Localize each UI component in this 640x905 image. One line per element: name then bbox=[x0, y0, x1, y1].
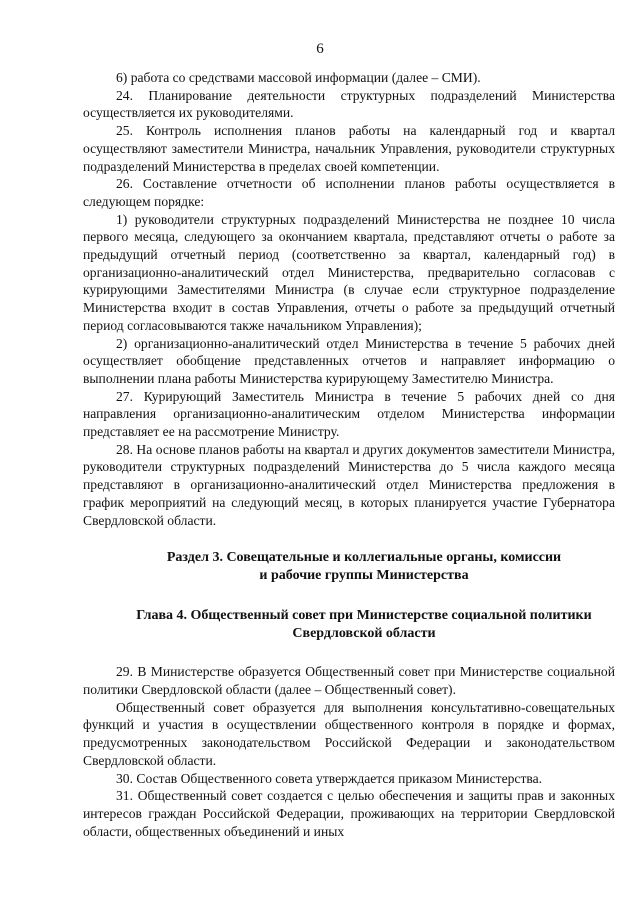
section-heading-line-1: Раздел 3. Совещательные и коллегиальные органы, комиссии bbox=[166, 550, 562, 566]
paragraph-27: 27. Курирующий Заместитель Министра в течение 5 рабочих дней со дня направления организационно-аналитическим отделом Министерства информации представляет ее на рассмотрение Министру. bbox=[83, 388, 615, 440]
paragraph-24: 24. Планирование деятельности структурных подразделений Министерства осуществляется их руководителями. bbox=[83, 87, 615, 121]
document-body bbox=[83, 69, 615, 840]
chapter-heading bbox=[83, 607, 615, 643]
paragraph-29-council-purpose: Общественный совет образуется для выполнения консультативно-совещательных функций и участия в осуществлении общественного контроля в порядке и формах, предусмотренных законодательством Российской Федерации и законодательством Свердловской области. bbox=[83, 699, 615, 768]
paragraph-26: 26. Составление отчетности об исполнении планов работы осуществляется в следующем порядке: bbox=[83, 176, 615, 209]
paragraph-26-item-2: 2) организационно-аналитический отдел Министерства в течение 5 рабочих дней осуществляет обобщение представленных отчетов и направляет информацию о выполнении плана работы Министерства курирующему Заместителю Министра. bbox=[83, 335, 615, 386]
paragraph-31: 31. Общественный совет создается с целью обеспечения и защиты прав и законных интересов граждан Российской Федерации, проживающих на территории Свердловской области, общественных объединений и иных bbox=[83, 788, 615, 839]
section-heading bbox=[83, 549, 615, 585]
paragraph-25: 25. Контроль исполнения планов работы на календарный год и квартал осуществляют заместители Министра, начальник Управления, руководители структурных подразделений Министерства в пределах своей компетенции. bbox=[83, 123, 615, 174]
paragraph-26-item-1: 1) руководители структурных подразделений Министерства не позднее 10 числа первого месяца, следующего за окончанием квартала, представляют отчеты о работе за предыдущий отчетный период (соответственно за квартал, календарный год) в организационно-аналитический отдел Министерства, предварительно согласовав с курирующими Заместителями Министра (в случае если структурное подразделение Министерства входит в состав Управления, отчеты о работе за предыдущий отчетный период согласовываются также начальником Управления); bbox=[83, 211, 615, 333]
paragraph-item-6: 6) работа со средствами массовой информации (далее – СМИ). bbox=[116, 70, 481, 85]
paragraph-28: 28. На основе планов работы на квартал и других документов заместители Министра, руководители структурных подразделений Министерства до 5 числа каждого месяца представляют в организационно-аналитический отдел Министерства предложения в график мероприятий на следующий месяц, в которых планируется участие Губернатора Свердловской области. bbox=[83, 441, 615, 528]
chapter-heading-line-1: Глава 4. Общественный совет при Министерстве социальной политики bbox=[136, 608, 592, 624]
page-number: 6 bbox=[316, 41, 324, 57]
paragraph-30: 30. Состав Общественного совета утверждается приказом Министерства. bbox=[116, 770, 543, 786]
chapter-heading-line-2: Свердловской области bbox=[292, 626, 436, 642]
paragraph-29: 29. В Министерстве образуется Общественный совет при Министерстве социальной политики Свердловской области (далее – Общественный совет). bbox=[83, 664, 615, 697]
section-heading-line-2: и рабочие группы Министерства bbox=[259, 568, 469, 584]
